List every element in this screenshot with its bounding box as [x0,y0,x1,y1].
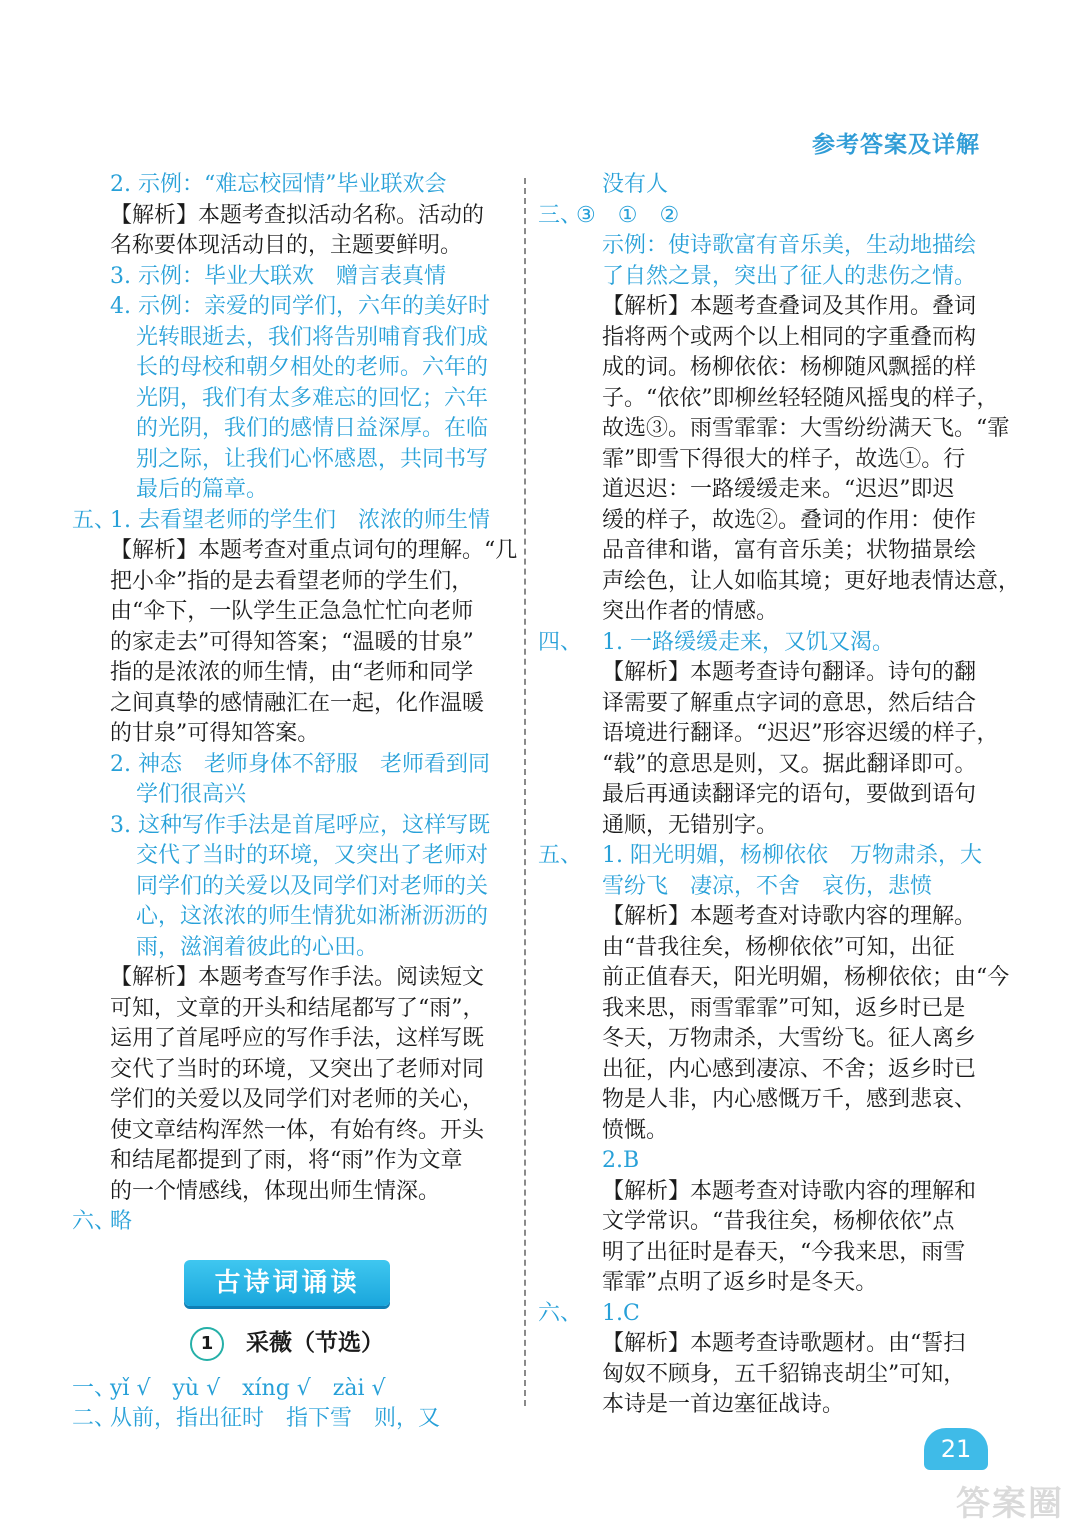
answer-line [546,414,1010,445]
answer-text: 译需要了解重点字词的意思，然后结合 [602,690,977,716]
answer-line [80,1177,506,1208]
answer-text: 雨，滋润着彼此的心田。 [136,934,379,960]
answer-text: 运用了首尾呼应的写作手法，这样写既 [110,1026,485,1051]
answer-text: 前正值春天，阳光明媚，杨柳依依；由“今 [602,965,1010,990]
answer-line [80,658,506,689]
answer-line [80,628,506,659]
answer-text: “载”的意思是则，又。据此翻译即可。 [602,751,977,777]
answer-line [80,1024,506,1055]
watermark-logo: 答案圈 [956,1484,1064,1524]
right-column [538,170,1021,1421]
answer-line [80,445,506,476]
answer-line [546,811,992,842]
answer-line [538,201,992,232]
answer-line [80,475,506,506]
answer-line [80,201,506,232]
answer-line [546,1360,992,1391]
answer-line [80,323,506,354]
column-divider [524,178,526,1406]
answer-line [80,262,506,293]
answer-text: 【解析】本题考查诗歌题材。由“誓扫 [602,1331,966,1356]
answer-line [80,963,506,994]
answer-line [80,994,506,1025]
answer-text: 3. 这种写作手法是首尾呼应，这样写既 [110,812,490,838]
answer-line [80,567,506,598]
answer-text: 光转眼逝去，我们将告别哺育我们成 [136,324,489,350]
answer-text: 把小伞”指的是去看望老师的学生们， [110,568,474,594]
answer-line [546,1055,992,1086]
answer-line [546,475,992,506]
answer-line [80,780,506,811]
answer-text: 指将两个或两个以上相同的字重叠而构 [602,324,977,350]
answer-text: 霏”即雪下得很大的样子，故选①。行 [602,446,966,472]
answer-line [72,1404,506,1435]
answer-line [72,506,506,537]
answer-text: 由“昔我往矣，杨柳依依”可知，出征 [602,934,955,960]
answer-line [546,872,992,903]
answer-text: 1. 一路缓缓走来，又饥又渴。 [602,629,894,655]
answer-text: 之间真挚的感情融汇在一起，化作温暖 [110,690,485,716]
answer-text: 【解析】本题考查写作手法。阅读短文 [110,965,485,990]
answer-line [80,719,506,750]
answer-line [80,841,506,872]
answer-text: 了自然之景，突出了征人的悲伤之情。 [602,263,977,289]
answer-line [546,780,992,811]
answer-line [546,1116,992,1147]
answer-line [546,1268,992,1299]
answer-line [80,597,506,628]
answer-text: 的家走去”可得知答案；“温暖的甘泉” [110,629,474,655]
page-number-badge: 21 [924,1428,988,1470]
answer-line [546,1024,992,1055]
answer-line [546,933,992,964]
answer-text: 光阴，我们有太多难忘的回忆；六年 [136,385,489,411]
section-marker: 一、 [72,1375,117,1401]
answer-text: 示例：使诗歌富有音乐美，生动地描绘 [602,233,977,258]
answer-text: 别之际，让我们心怀感恩，共同书写 [136,446,489,472]
answer-text: 物是人非，内心感慨万千，感到悲哀、 [602,1087,977,1112]
answer-line [80,292,506,323]
section-marker: 六、 [538,1300,583,1326]
answer-text: 突出作者的情感。 [602,599,779,624]
answer-text: 指的是浓浓的师生情，由“老师和同学 [110,660,474,685]
answer-text: 我来思，雨雪霏霏”可知，返乡时已是 [602,995,966,1021]
section-marker: 六、 [72,1209,117,1234]
answer-text: 的一个情感线，体现出师生情深。 [110,1178,441,1204]
answer-line [80,811,506,842]
answer-line [80,689,506,720]
answer-line [80,872,506,903]
answer-line [80,353,506,384]
answer-line [80,536,518,567]
answer-line [546,567,1021,598]
right-answer-lines [538,170,1021,1421]
answer-text: 的光阴，我们的感情日益深厚。在临 [136,416,489,441]
answer-line [80,750,506,781]
answer-line [546,750,992,781]
answer-text: 【解析】本题考查叠词及其作用。叠词 [602,294,977,319]
answer-text: ③ ① ② [576,202,680,228]
page-header-title: 参考答案及详解 [812,131,980,158]
answer-line [80,414,506,445]
answer-line [546,292,992,323]
answer-line [72,1207,506,1238]
section-marker: 二、 [72,1406,117,1431]
answer-line [546,902,992,933]
answer-text: 从前，指出征时 指下雪 则，又 [110,1406,441,1431]
answer-line [546,323,992,354]
answer-line [546,719,999,750]
answer-line [546,536,992,567]
answer-text: 由“伞下，一队学生正急急忙忙向老师 [110,599,474,624]
answer-line [546,1329,992,1360]
answer-line [80,1055,506,1086]
answer-text: 学们很高兴 [136,782,247,807]
answer-line [80,1116,506,1147]
answer-text: 2. 示例：“难忘校园情”毕业联欢会 [110,172,447,197]
answer-line [546,1390,992,1421]
answer-text: 4. 示例：亲爱的同学们，六年的美好时 [110,294,490,319]
answer-line [538,628,992,659]
answer-text: 子。“依依”即柳丝轻轻随风摇曳的样子， [602,385,999,411]
answer-text: 本诗是一首边塞征战诗。 [602,1392,845,1417]
section-marker: 四、 [538,629,583,655]
left-tail-lines [72,1374,506,1435]
answer-text: 2.B [602,1148,640,1173]
answer-text: 2. 神态 老师身体不舒服 老师看到同 [110,751,490,777]
answer-text: 明了出征时是春天，“今我来思，雨雪 [602,1239,966,1265]
answer-line [546,689,992,720]
answer-text: 名称要体现活动目的，主题要鲜明。 [110,233,463,258]
answer-text: 3. 示例：毕业大联欢 赠言表真情 [110,263,446,289]
left-answer-lines [72,170,518,1238]
answer-line [546,1085,992,1116]
answer-text: 同学们的关爱以及同学们对老师的关 [136,873,489,899]
answer-line [80,902,506,933]
answer-text: 交代了当时的环境，又突出了老师对 [136,843,489,868]
answer-text: yǐ √ yù √ xíng √ zài √ [110,1375,386,1401]
answer-text: 没有人 [602,172,669,197]
answer-text: 愤慨。 [602,1117,669,1143]
answer-text: 文学常识。“昔我往矣，杨柳依依”点 [602,1209,955,1234]
answer-line [538,841,992,872]
answer-text: 【解析】本题考查对诗歌内容的理解。 [602,904,977,929]
answer-line [72,1374,506,1405]
answer-text: 长的母校和朝夕相处的老师。六年的 [136,355,489,380]
answer-text: 出征，内心感到凄凉、不舍；返乡时已 [602,1056,977,1082]
answer-line [546,1207,992,1238]
answer-text: 1. 去看望老师的学生们 浓浓的师生情 [110,507,490,533]
section-marker: 五、 [538,843,583,868]
answer-text: 【解析】本题考查对重点词句的理解。“几 [110,538,518,563]
answer-text: 通顺，无错别字。 [602,812,779,838]
answer-text: 1. 阳光明媚，杨柳依依 万物肃杀，大 [602,843,982,868]
answer-text: 和结尾都提到了雨，将“雨”作为文章 [110,1148,463,1173]
answer-text: 的甘泉”可得知答案。 [110,721,320,746]
answer-line [546,445,992,476]
answer-text: 霏霏”点明了返乡时是冬天。 [602,1270,878,1295]
answer-text: 雪纷飞 凄凉，不舍 哀伤，悲愤 [602,873,933,899]
answer-text: 1.C [602,1300,640,1326]
answer-line [80,1146,506,1177]
answer-line [80,231,506,262]
answer-line [80,1085,506,1116]
section-marker: 三、 [538,202,583,228]
answer-text: 【解析】本题考查对诗歌内容的理解和 [602,1178,977,1204]
answer-line [546,1238,992,1269]
answer-text: 故选③。雨雪霏霏：大雪纷纷满天飞。“霏 [602,416,1010,441]
answer-line [80,170,506,201]
left-column [72,170,518,1435]
lesson-title: 采薇（节选） [246,1328,385,1356]
answer-line [546,170,992,201]
answer-text: 可知，文章的开头和结尾都写了“雨”， [110,995,485,1021]
answer-line [546,1177,992,1208]
answer-text: 最后再通读翻译完的语句，要做到语句 [602,782,977,807]
answer-text: 使文章结构浑然一体，有始有终。开头 [110,1117,485,1143]
answer-line [546,353,992,384]
answer-text: 声绘色，让人如临其境；更好地表情达意， [602,568,1021,594]
answer-line [546,963,1010,994]
answer-text: 心，这浓浓的师生情犹如淅淅沥沥的 [136,904,489,929]
answer-line [546,597,992,628]
answer-line [546,1146,992,1177]
lesson-number: 1 [190,1327,224,1361]
answer-text: 【解析】本题考查诗句翻译。诗句的翻 [602,660,977,685]
answer-text: 语境进行翻译。“迟迟”形容迟缓的样子， [602,721,999,746]
answer-text: 成的词。杨柳依依：杨柳随风飘摇的样 [602,355,977,380]
answer-text: 冬天，万物肃杀，大雪纷飞。征人离乡 [602,1026,977,1051]
answer-line [546,658,992,689]
lesson-heading [190,1326,506,1360]
answer-text: 匈奴不顾身，五千貂锦丧胡尘”可知， [602,1361,966,1387]
answer-line [538,1299,992,1330]
answer-text: 最后的篇章。 [136,477,269,502]
answer-text: 学们的关爱以及同学们对老师的关心， [110,1087,485,1112]
answer-line [546,994,992,1025]
answer-text: 略 [110,1209,133,1234]
answer-line [546,262,992,293]
answer-text: 道迟迟：一路缓缓走来。“迟迟”即迟 [602,477,955,502]
answer-line [546,231,992,262]
answer-text: 交代了当时的环境，又突出了老师对同 [110,1056,485,1082]
section-banner: 古诗词诵读 [184,1260,390,1306]
answer-line [546,506,992,537]
section-marker: 五、 [72,507,117,533]
answer-text: 缓的样子，故选②。叠词的作用：使作 [602,507,977,533]
answer-line [80,384,506,415]
answer-line [80,933,506,964]
answer-line [546,384,999,415]
answer-text: 品音律和谐，富有音乐美；状物描景绘 [602,538,977,563]
answer-text: 【解析】本题考查拟活动名称。活动的 [110,202,485,228]
